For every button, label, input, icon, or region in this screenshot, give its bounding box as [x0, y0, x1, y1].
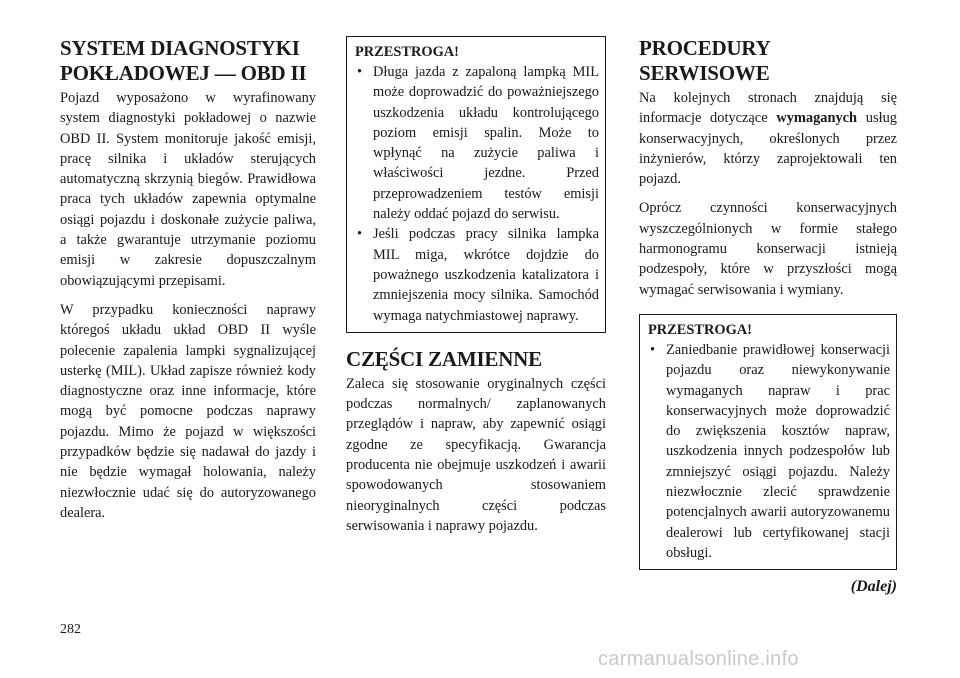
parts-paragraph: Zaleca się stosowanie oryginalnych części podczas normalnych/ zaplanowanych przeglądów i napraw, aby zapewnić osiągi zgodne ze specyfikacją. Gwarancja producenta nie obejmuje uszkodzeń i awarii spowodowanych stosowaniem nieoryginalnych części podczas serwisowania i naprawy pojazdu.: [346, 375, 606, 534]
service-heading: [639, 36, 897, 86]
column-right: [639, 36, 897, 596]
column-middle: [346, 36, 606, 545]
service-heading-line1: PROCEDURY: [639, 36, 771, 60]
column-left: [60, 36, 316, 532]
service-paragraph-1-start: Na kolejnych stronach znajdują się informacje dotyczące: [639, 90, 897, 127]
warning-item: • Jeśli podczas pracy silnika lampka MIL miga, wkrótce dojdzie do poważnego uszkodzenia katalizatora i zmniejszenia mocy silnika. Samochód wymaga natychmiastowej naprawy.: [355, 224, 599, 325]
watermark: carmanualsonline.info: [598, 648, 799, 670]
continued-label: (Dalej): [850, 578, 897, 596]
warning-box-maintenance: [639, 314, 897, 570]
warning-list: [648, 340, 890, 563]
warning-list: [355, 62, 599, 326]
service-paragraph-1-end: usług konserwacyjnych, określonych przez inżynierów, którzy zaprojektowali ten pojazd.: [639, 110, 897, 188]
obd-paragraph-1: Pojazd wyposażono w wyrafinowany system diagnostyki pokładowej o nazwie OBD II. System monitoruje jakość emisji, pracę silnika i układów sterujących automatyczną skrzynią biegów. Prawidłowa praca tych układów zapewnia optymalne osiągi pojazdu i doskonałe zużycie paliwa, a także gwarantuje utrzymanie poziomu emisji w zakresie dopuszczalnym obowiązującymi przepisami.: [60, 90, 316, 289]
service-paragraph-1: [639, 88, 897, 189]
service-heading-line2: SERWISOWE: [639, 61, 770, 85]
page-number: 282: [60, 622, 81, 637]
parts-heading: CZĘŚCI ZAMIENNE: [346, 346, 542, 371]
obd-paragraph-2: W przypadku konieczności naprawy któregoś układu układ OBD II wyśle polecenie zapalenia lampki sygnalizującej usterkę (MIL). Układ zapisze również kody diagnostyczne oraz inne informacje, które mogą być pomocne podczas naprawy pojazdu. Mimo że pojazd w większości przypadków będzie się nadawał do jazdy i nie będzie wymagał holowania, należy niezwłocznie udać się do autoryzowanego dealera.: [60, 301, 316, 521]
warning-item: • Długa jazda z zapaloną lampką MIL może doprowadzić do poważniejszego uszkodzenia układu kontrolującego poziom emisji spalin. Może to wpłynąć na zużycie paliwa i właściwości jezdne. Przed przeprowadzeniem testów emisji należy oddać pojazd do serwisu.: [355, 62, 599, 224]
warning-box-mil: [346, 36, 606, 333]
warning-item: • Zaniedbanie prawidłowej konserwacji pojazdu oraz niewykonywanie wymaganych napraw i prac konserwacyjnych może doprowadzić do zwiększenia kosztów napraw, uszkodzenia innych podzespołów lub zmniejszyć osiągi pojazdu. Należy niezwłocznie zlecić sprawdzenie potencjalnych awarii autoryzowanemu dealerowi lub certyfikowanej stacji obsługi.: [648, 340, 890, 563]
obd-heading-line1: SYSTEM DIAGNOSTYKI: [60, 36, 300, 60]
required-keyword: wymaganych: [776, 110, 858, 127]
obd-heading: [60, 36, 316, 86]
warning-title: PRZESTROGA!: [355, 44, 459, 60]
service-paragraph-2: Oprócz czynności konserwacyjnych wyszczególnionych w formie stałego harmonogramu konserwacji istnieją podzespoły, które w przyszłości mogą wymagać serwisowania i wymiany.: [639, 200, 897, 298]
obd-heading-line2: POKŁADOWEJ — OBD II: [60, 61, 307, 85]
warning-title: PRZESTROGA!: [648, 321, 752, 338]
